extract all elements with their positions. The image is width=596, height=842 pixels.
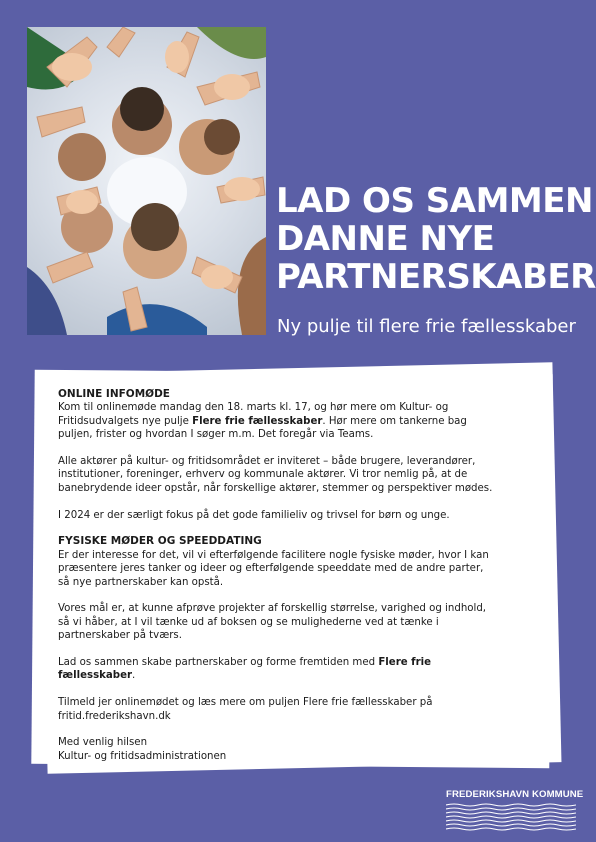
headline-line-3: PARTNERSKABER bbox=[276, 257, 596, 297]
signup-paragraph bbox=[58, 696, 498, 723]
subtitle: Ny pulje til flere frie fællesskaber bbox=[277, 316, 576, 337]
speeddating-p3-text-end: . bbox=[132, 670, 136, 682]
signup-link[interactable]: fritid.frederikshavn.dk bbox=[58, 710, 171, 722]
section-heading-speeddating: FYSISKE MØDER OG SPEEDDATING bbox=[58, 535, 262, 548]
pool-name-bold-2: Flere frie fællesskaber bbox=[58, 657, 432, 682]
headline bbox=[276, 181, 596, 297]
municipality-logo bbox=[446, 789, 584, 832]
speeddating-paragraph-3 bbox=[58, 656, 498, 683]
pool-name-bold: Flere frie fællesskaber bbox=[192, 415, 323, 427]
infomode-paragraph-2: Alle aktører på kultur- og fritidsområdet er inviteret – både brugere, leverandører, institutioner, foreninger, erhverv og kommunale aktører. Vi tror nemlig på, at de banebrydende ideer opstår, når forskellige aktører, stemmer og perspektiver mødes. bbox=[58, 456, 493, 494]
body-text bbox=[58, 388, 498, 777]
closing-sender: Kultur- og fritidsadministrationen bbox=[58, 750, 227, 762]
speeddating-paragraph-2: Vores mål er, at kunne afprøve projekter af forskellig størrelse, varighed og indhold, så vi håber, at I vil tænke ud af boksen og se mulighederne ved at tænke i partnerskaber på tværs. bbox=[58, 603, 487, 642]
infomode-paragraph-3: I 2024 er der særligt fokus på det gode familieliv og trivsel for børn og unge. bbox=[58, 509, 450, 521]
infomode-paragraph-1 bbox=[58, 401, 498, 441]
closing-greeting: Med venlig hilsen bbox=[58, 737, 148, 749]
wave-logo-icon bbox=[446, 802, 576, 832]
speeddating-paragraph-1: Er der interesse for det, vil vi efterfølgende facilitere nogle fysiske møder, hvor I kan præsentere jeres tanker og ideer og efterfølgende speeddate med de andre parter, så nye partnerskaber kan opstå. bbox=[58, 549, 489, 588]
hero-photo-hands bbox=[27, 27, 266, 335]
closing bbox=[58, 736, 498, 763]
hands-circle-illustration bbox=[27, 27, 266, 335]
headline-line-1: LAD OS SAMMEN bbox=[276, 181, 593, 221]
infomode-p1-text-end: . Hør mere om tankerne bag puljen, frister og hvordan I søger m.m. Det foregår via Teams. bbox=[58, 415, 467, 441]
speeddating-p3-text: Lad os sammen skabe partnerskaber og forme fremtiden med bbox=[58, 657, 379, 669]
headline-line-2: DANNE NYE bbox=[276, 219, 495, 259]
logo-text: FREDERIKSHAVN KOMMUNE bbox=[446, 789, 584, 800]
infomode-p1-text: Kom til onlinemøde mandag den 18. marts kl. 17, og hør mere om Kultur- og Fritidsudvalgets nye pulje bbox=[58, 402, 449, 427]
section-heading-infomode: ONLINE INFOMØDE bbox=[58, 388, 170, 400]
signup-text: Tilmeld jer onlinemødet og læs mere om puljen Flere frie fællesskaber på bbox=[58, 697, 433, 709]
